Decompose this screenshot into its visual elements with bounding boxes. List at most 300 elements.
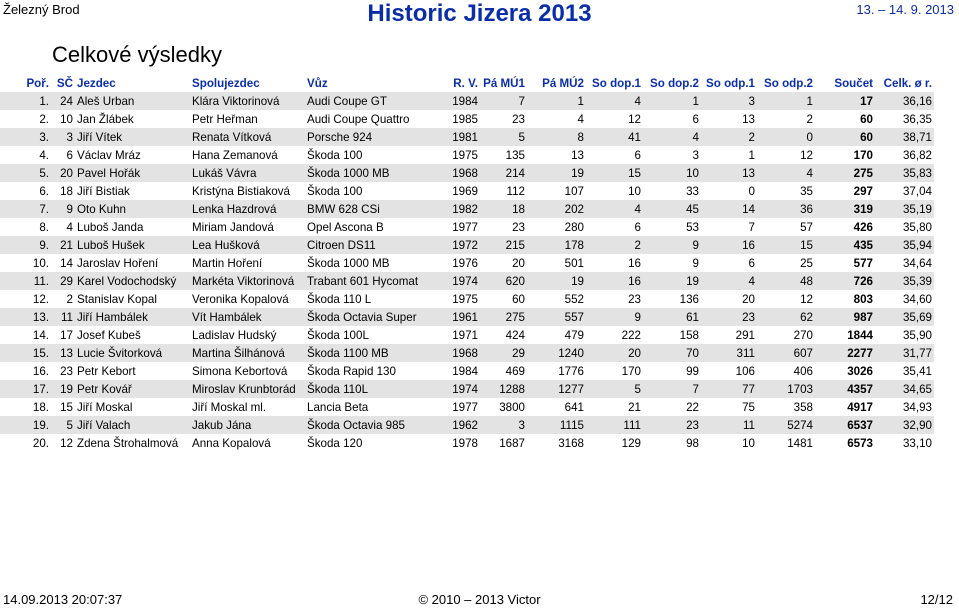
cell-stage-6: 1481 [787,436,813,450]
cell-stage-6: 607 [757,344,815,362]
cell-year: 1976 [452,256,478,270]
cell-stage-1: 3 [480,416,527,434]
cell-stage-4: 9 [692,256,699,270]
page-title: Historic Jizera 2013 [367,0,592,27]
cell-stage-6: 35 [800,184,813,198]
cell-start-number: 19 [51,380,75,398]
cell-start-number: 4 [66,220,73,234]
cell-year: 1972 [434,236,480,254]
cell-driver: Zdena Štrohalmová [77,436,179,450]
cell-car: Škoda Octavia Super [305,308,434,326]
cell-rank: 10. [32,256,49,270]
col-header-total: Součet [834,77,873,90]
cell-stage-4: 19 [643,272,701,290]
cell-avg: 35,83 [875,164,934,182]
cell-rank: 6. [39,184,49,198]
cell-rank: 12. [32,292,49,306]
cell-codriver: Lenka Hazdrová [190,200,305,218]
cell-avg: 34,65 [875,380,934,398]
cell-avg: 38,71 [875,128,934,146]
cell-stage-5: 13 [742,112,755,126]
cell-stage-5: 75 [742,400,755,414]
cell-stage-5: 16 [701,236,757,254]
cell-stage-6: 36 [757,200,815,218]
cell-codriver: Jiří Moskal ml. [192,400,267,414]
cell-driver: Luboš Janda [77,220,144,234]
cell-rank: 2. [39,112,49,126]
cell-start-number: 24 [51,92,75,110]
cell-avg: 35,41 [902,364,932,378]
cell-start-number: 18 [60,184,73,198]
cell-total: 4357 [815,380,875,398]
cell-codriver: Miroslav Krunbtorád [190,380,305,398]
cell-stage-4: 9 [643,236,701,254]
cell-driver: Stanislav Kopal [77,292,157,306]
cell-rank: 14. [32,328,49,342]
cell-rank: 13. [0,308,51,326]
cell-stage-3: 10 [628,184,641,198]
cell-avg: 36,16 [875,92,934,110]
cell-car: BMW 628 CSi [305,200,434,218]
cell-codriver: Veronika Kopalová [192,292,289,306]
cell-stage-1: 1288 [480,380,527,398]
cell-rank: 9. [0,236,51,254]
table-row [0,200,934,218]
cell-stage-1: 214 [480,164,527,182]
cell-stage-2: 178 [527,236,586,254]
results-subtitle: Celkové výsledky [52,42,222,67]
cell-driver: Luboš Hušek [75,236,190,254]
cell-stage-6: 270 [793,328,813,342]
cell-stage-1: 18 [480,200,527,218]
cell-stage-3: 9 [586,308,643,326]
col-header-stage-5: So odp.1 [706,77,755,90]
cell-stage-1: 469 [505,364,525,378]
cell-stage-5: 10 [742,436,755,450]
cell-stage-3: 170 [621,364,641,378]
cell-year: 1984 [452,364,478,378]
cell-total: 60 [815,128,875,146]
cell-avg: 34,93 [902,400,932,414]
cell-stage-3: 12 [628,112,641,126]
cell-start-number: 10 [60,112,73,126]
cell-stage-5: 106 [735,364,755,378]
cell-car: Škoda 1000 MB [307,256,390,270]
cell-avg: 35,19 [875,200,934,218]
cell-year: 1975 [452,292,478,306]
cell-rank: 20. [32,436,49,450]
cell-stage-2: 479 [564,328,584,342]
cell-stage-6: 2 [806,112,813,126]
cell-stage-5: 6 [748,256,755,270]
cell-avg: 36,82 [902,148,932,162]
cell-stage-2: 280 [564,220,584,234]
cell-stage-3: 222 [621,328,641,342]
cell-stage-2: 552 [564,292,584,306]
table-row [0,254,934,272]
col-header-avg: Celk. ø r. [883,77,932,90]
cell-stage-2: 4 [577,112,584,126]
cell-year: 1975 [452,148,478,162]
cell-driver: Petr Kovář [75,380,190,398]
cell-stage-2: 1115 [527,416,586,434]
cell-stage-2: 19 [527,164,586,182]
cell-stage-4: 4 [643,128,701,146]
cell-rank: 18. [32,400,49,414]
cell-avg: 35,69 [875,308,934,326]
cell-stage-6: 1 [757,92,815,110]
cell-total: 3026 [847,364,873,378]
cell-stage-1: 135 [505,148,525,162]
cell-start-number: 21 [51,236,75,254]
cell-year: 1984 [434,92,480,110]
cell-year: 1974 [434,272,480,290]
cell-driver: Jan Žlábek [77,112,134,126]
cell-driver: Jiří Bistiak [77,184,130,198]
cell-stage-1: 3800 [499,400,525,414]
cell-avg: 32,90 [875,416,934,434]
cell-stage-5: 14 [701,200,757,218]
cell-stage-3: 6 [634,148,641,162]
cell-driver: Karel Vodochodský [75,272,190,290]
cell-codriver: Hana Zemanová [192,148,278,162]
cell-year: 1968 [434,164,480,182]
cell-stage-1: 275 [480,308,527,326]
cell-stage-6: 12 [800,292,813,306]
cell-stage-4: 99 [686,364,699,378]
cell-year: 1985 [452,112,478,126]
cell-car: Škoda Octavia 985 [305,416,434,434]
cell-stage-4: 10 [643,164,701,182]
cell-start-number: 29 [51,272,75,290]
cell-stage-1: 29 [480,344,527,362]
table-row [0,326,934,344]
cell-stage-1: 23 [512,220,525,234]
cell-stage-3: 16 [628,256,641,270]
cell-stage-4: 158 [679,328,699,342]
cell-stage-2: 19 [527,272,586,290]
cell-codriver: Miriam Jandová [192,220,274,234]
table-row [0,344,934,362]
cell-codriver: Lea Hušková [190,236,305,254]
cell-stage-5: 77 [701,380,757,398]
table-row [0,218,934,236]
cell-stage-4: 33 [686,184,699,198]
cell-stage-3: 16 [586,272,643,290]
cell-codriver: Renata Vítková [190,128,305,146]
header-row [0,75,934,92]
cell-stage-1: 23 [512,112,525,126]
cell-stage-2: 501 [564,256,584,270]
cell-car: Opel Ascona B [307,220,384,234]
cell-rank: 8. [39,220,49,234]
cell-codriver: Markéta Viktorinová [190,272,305,290]
cell-stage-4: 7 [643,380,701,398]
cell-total: 297 [853,184,873,198]
table-row [0,362,934,380]
col-header-start-number: SČ [56,77,73,90]
cell-total: 60 [860,112,873,126]
cell-driver: Oto Kuhn [75,200,190,218]
cell-driver: Aleš Urban [75,92,190,110]
cell-codriver: Martina Šilhánová [190,344,305,362]
cell-codriver: Anna Kopalová [192,436,271,450]
cell-start-number: 11 [51,308,75,326]
cell-car: Škoda 100 [307,184,363,198]
cell-stage-5: 2 [701,128,757,146]
cell-total: 17 [815,92,875,110]
cell-stage-2: 1776 [558,364,584,378]
cell-stage-3: 21 [628,400,641,414]
cell-avg: 34,60 [902,292,932,306]
cell-start-number: 2 [66,292,73,306]
cell-driver: Jiří Moskal [77,400,133,414]
cell-start-number: 13 [51,344,75,362]
cell-stage-2: 1277 [527,380,586,398]
cell-codriver: Vít Hambálek [190,308,305,326]
cell-stage-2: 557 [527,308,586,326]
cell-start-number: 6 [66,148,73,162]
cell-stage-4: 45 [643,200,701,218]
cell-rank: 1. [0,92,51,110]
cell-year: 1969 [452,184,478,198]
table-row [0,416,934,434]
results-table [0,75,934,452]
cell-stage-5: 3 [701,92,757,110]
cell-stage-5: 291 [735,328,755,342]
cell-stage-3: 15 [586,164,643,182]
cell-car: Škoda Rapid 130 [307,364,396,378]
cell-stage-3: 2 [586,236,643,254]
cell-car: Trabant 601 Hycomat [305,272,434,290]
cell-start-number: 23 [60,364,73,378]
cell-stage-2: 107 [564,184,584,198]
col-header-stage-6: So odp.2 [764,77,813,90]
cell-stage-5: 11 [701,416,757,434]
cell-avg: 33,10 [902,436,932,450]
table-row [0,146,934,164]
cell-total: 6573 [847,436,873,450]
cell-start-number: 3 [51,128,75,146]
cell-stage-3: 111 [586,416,643,434]
footer-copyright: © 2010 – 2013 Victor [418,592,541,607]
cell-total: 4917 [847,400,873,414]
cell-car: Škoda 1100 MB [305,344,434,362]
cell-total: 170 [853,148,873,162]
cell-stage-6: 5274 [757,416,815,434]
cell-codriver: Klára Viktorinová [190,92,305,110]
cell-codriver: Martin Hoření [192,256,263,270]
cell-stage-2: 202 [527,200,586,218]
table-row [0,380,934,398]
cell-stage-1: 424 [505,328,525,342]
cell-driver: Petr Kebort [77,364,136,378]
cell-stage-4: 70 [643,344,701,362]
cell-stage-4: 61 [643,308,701,326]
table-row [0,308,934,326]
cell-car: Audi Coupe Quattro [307,112,410,126]
cell-total: 726 [815,272,875,290]
cell-car: Citroen DS11 [305,236,434,254]
table-row [0,290,934,308]
col-header-stage-3: So dop.1 [592,77,641,90]
cell-rank: 15. [0,344,51,362]
cell-stage-5: 0 [748,184,755,198]
col-header-stage-1: Pá MÚ1 [483,77,525,90]
table-row [0,164,934,182]
cell-rank: 7. [0,200,51,218]
cell-car: Lancia Beta [307,400,369,414]
table-row [0,182,934,200]
cell-stage-6: 1703 [757,380,815,398]
cell-stage-3: 6 [634,220,641,234]
cell-stage-5: 23 [701,308,757,326]
cell-stage-4: 1 [643,92,701,110]
cell-car: Škoda 100 [307,148,363,162]
cell-stage-6: 358 [793,400,813,414]
cell-driver: Josef Kubeš [77,328,141,342]
cell-avg: 35,90 [902,328,932,342]
cell-year: 1961 [434,308,480,326]
col-header-driver: Jezdec [77,77,116,90]
cell-avg: 31,77 [875,344,934,362]
table-row [0,434,934,452]
cell-total: 987 [815,308,875,326]
cell-stage-2: 13 [571,148,584,162]
cell-stage-4: 136 [679,292,699,306]
table-row [0,398,934,416]
cell-stage-2: 641 [564,400,584,414]
cell-avg: 34,64 [902,256,932,270]
cell-stage-1: 1687 [499,436,525,450]
cell-rank: 4. [39,148,49,162]
cell-total: 435 [815,236,875,254]
cell-stage-5: 13 [701,164,757,182]
cell-stage-6: 57 [800,220,813,234]
cell-year: 1974 [434,380,480,398]
cell-start-number: 14 [60,256,73,270]
cell-stage-4: 53 [686,220,699,234]
cell-year: 1968 [434,344,480,362]
cell-start-number: 12 [60,436,73,450]
cell-avg: 37,04 [902,184,932,198]
table-row [0,236,934,254]
cell-year: 1978 [452,436,478,450]
cell-year: 1982 [434,200,480,218]
cell-driver: Jaroslav Hoření [77,256,159,270]
col-header-stage-4: So dop.2 [650,77,699,90]
cell-stage-5: 4 [701,272,757,290]
cell-stage-2: 1240 [527,344,586,362]
cell-total: 1844 [847,328,873,342]
cell-stage-1: 5 [480,128,527,146]
cell-stage-1: 112 [506,184,525,198]
cell-driver: Jiří Hambálek [75,308,190,326]
cell-car: Porsche 924 [305,128,434,146]
cell-start-number: 17 [60,328,73,342]
cell-start-number: 9 [51,200,75,218]
cell-rank: 3. [0,128,51,146]
cell-total: 319 [815,200,875,218]
cell-avg: 35,39 [875,272,934,290]
header-location: Železný Brod [3,2,80,17]
table-row [0,92,934,110]
cell-year: 1977 [452,400,478,414]
col-header-car: Vůz [307,77,328,90]
cell-driver: Lucie Švitorková [75,344,190,362]
cell-start-number: 5 [51,416,75,434]
cell-rank: 17. [0,380,51,398]
cell-avg: 35,94 [875,236,934,254]
footer-timestamp: 14.09.2013 20:07:37 [3,592,123,607]
cell-driver: Jiří Valach [75,416,190,434]
cell-stage-6: 406 [793,364,813,378]
cell-driver: Jiří Vítek [75,128,190,146]
cell-stage-1: 60 [512,292,525,306]
cell-year: 1962 [434,416,480,434]
cell-codriver: Kristýna Bistiaková [192,184,290,198]
cell-stage-3: 129 [621,436,641,450]
cell-codriver: Simona Kebortová [192,364,288,378]
cell-stage-5: 1 [748,148,755,162]
col-header-year: R. V. [453,77,478,90]
cell-car: Škoda 110L [305,380,434,398]
cell-stage-4: 22 [686,400,699,414]
col-header-rank: Poř. [26,77,49,90]
cell-stage-1: 7 [480,92,527,110]
table-row [0,110,934,128]
cell-driver: Pavel Hořák [75,164,190,182]
cell-car: Škoda 120 [307,436,363,450]
cell-total: 426 [853,220,873,234]
cell-year: 1971 [452,328,478,342]
cell-codriver: Ladislav Hudský [192,328,277,342]
cell-stage-5: 7 [748,220,755,234]
cell-codriver: Jakub Jána [190,416,305,434]
cell-year: 1977 [452,220,478,234]
cell-car: Škoda 1000 MB [305,164,434,182]
cell-stage-6: 0 [757,128,815,146]
cell-stage-3: 23 [628,292,641,306]
cell-car: Škoda 100L [307,328,369,342]
table-row [0,128,934,146]
cell-rank: 5. [0,164,51,182]
cell-stage-1: 20 [512,256,525,270]
header-date: 13. – 14. 9. 2013 [856,2,954,17]
cell-rank: 11. [0,272,51,290]
cell-car: Audi Coupe GT [305,92,434,110]
cell-codriver: Lukáš Vávra [190,164,305,182]
cell-stage-4: 6 [692,112,699,126]
cell-stage-6: 62 [757,308,815,326]
cell-rank: 16. [32,364,49,378]
cell-stage-6: 25 [800,256,813,270]
cell-total: 275 [815,164,875,182]
cell-stage-6: 12 [800,148,813,162]
cell-stage-6: 4 [757,164,815,182]
cell-stage-2: 1 [527,92,586,110]
cell-start-number: 20 [51,164,75,182]
footer-page-number: 12/12 [920,592,953,607]
cell-stage-2: 8 [527,128,586,146]
cell-total: 2277 [815,344,875,362]
cell-stage-6: 15 [757,236,815,254]
cell-stage-5: 311 [701,344,757,362]
cell-stage-4: 98 [686,436,699,450]
cell-stage-3: 5 [586,380,643,398]
cell-stage-6: 48 [757,272,815,290]
cell-avg: 36,35 [902,112,932,126]
